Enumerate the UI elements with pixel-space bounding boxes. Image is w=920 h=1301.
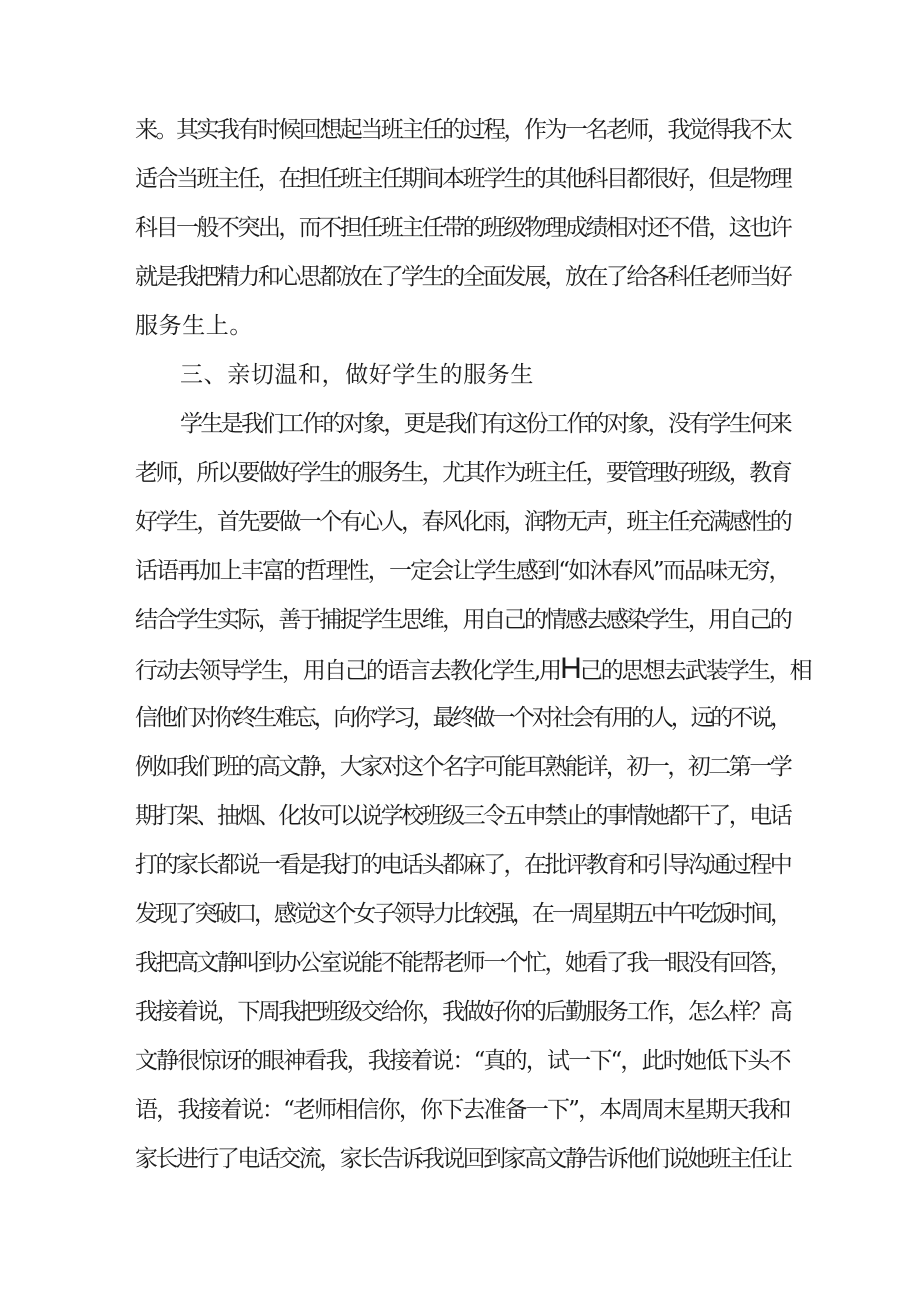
text-line: 好学生，首先要做一个有心人，春风化雨，润物无声，班主任充满感性的: [135, 509, 791, 535]
section-heading: 三、亲切温和，做好学生的服务生: [180, 362, 534, 388]
text-line: 我接着说，下周我把班级交给你，我做好你的后勤服务工作，怎么样？高: [135, 999, 791, 1025]
text-line: [135, 654, 811, 686]
text-line: 打的家长都说一看是我打的电话头都麻了，在批评教育和引导沟通过程中: [135, 852, 791, 878]
text-line: 发现了突破口，感觉这个女子领导力比较强，在一周星期五中午吃饭时间，: [135, 901, 790, 927]
text-line: 话语再加上丰富的哲理性，一定会让学生感到“如沐春风”而品味无穷，: [135, 558, 790, 584]
text-line: 老师，所以要做好学生的服务生，尤其作为班主任，要管理好班级，教育: [135, 460, 791, 486]
text-line: 服务生上。: [135, 313, 253, 339]
text-line: 文静很惊讶的眼神看我，我接着说：“真的，试一下“，此时她低下头不: [135, 1048, 790, 1074]
text-line: 家长进行了电话交流，家长告诉我说回到家高文静告诉他们说她班主任让: [135, 1146, 791, 1172]
text-line: 期打架、抽烟、化妆可以说学校班级三令五申禁止的事情她都干了，电话: [135, 803, 791, 829]
text-segment: 行动去领导学生，用自己的语言去教化学生,用: [135, 658, 561, 684]
text-segment: 己的思想去武装学生，相: [579, 658, 811, 684]
text-line: 我把高文静叫到办公室说能不能帮老师一个忙，她看了我一眼没有回答，: [135, 950, 791, 976]
text-line: 适合当班主任，在担任班主任期间本班学生的其他科目都很好，但是物理: [135, 166, 791, 192]
text-line: 来。其实我有时候回想起当班主任的过程，作为一名老师，我觉得我不太: [135, 117, 791, 143]
text-line: 语，我接着说：“老师相信你，你下去准备一下”，本周周末星期天我和: [135, 1097, 790, 1123]
text-line: 例如我们班的高文静，大家对这个名字可能耳熟能详，初一，初二第一学: [135, 754, 791, 780]
paragraph-first-line: 学生是我们工作的对象，更是我们有这份工作的对象，没有学生何来: [180, 411, 791, 437]
ocr-glyph: H: [560, 652, 580, 685]
text-line: 就是我把精力和心思都放在了学生的全面发展，放在了给各科任老师当好: [135, 264, 791, 290]
text-line: 结合学生实际，善于捕捉学生思维，用自己的情感去感染学生，用自己的: [135, 607, 791, 633]
text-line: 科目一般不突出，而不担任班主任带的班级物理成绩相对还不借，这也许: [135, 215, 791, 241]
text-line: 信他们对你终生难忘，向你学习，最终做一个对社会有用的人，远的不说，: [135, 705, 790, 731]
